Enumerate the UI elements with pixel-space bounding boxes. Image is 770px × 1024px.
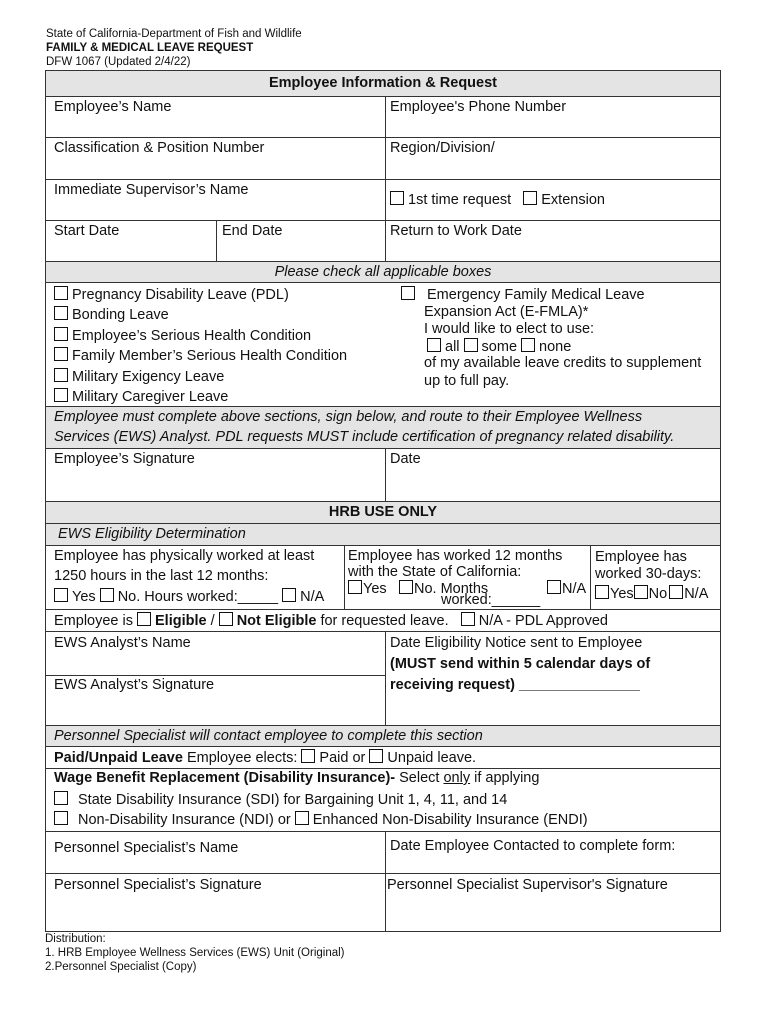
employee-phone-field[interactable]: Employee's Phone Number [390,99,567,115]
unpaid-label: Unpaid leave. [387,750,477,766]
eligibility-row [54,612,608,630]
days-yes-checkbox[interactable] [595,585,609,599]
state-months-label-1: Employee has worked 12 months [348,548,563,564]
state-yes-checkbox[interactable] [348,580,362,594]
state-no-checkbox[interactable] [399,580,413,594]
wage-benefit-row [54,770,539,787]
hrb-use-only-title: HRB USE ONLY [328,504,438,520]
days-worked-label-2: worked 30-days: [595,566,702,582]
days-worked-label-1: Employee has [595,549,687,565]
paid-checkbox[interactable] [301,749,315,763]
none-label: none [539,339,572,355]
leave-option-military-caregiver[interactable] [54,388,228,406]
state-na-checkbox[interactable] [547,580,561,594]
notice-date-input[interactable]: receiving request) _______________ [390,677,640,693]
wage-if-applying-text: if applying [474,770,540,786]
family-health-checkbox[interactable] [54,347,68,361]
ndi-checkbox[interactable] [54,811,68,825]
efmla-credit-options [427,338,571,356]
wage-only-text: only [443,770,471,786]
classification-field[interactable]: Classification & Position Number [54,140,265,156]
efmla-label-2: Expansion Act (E-FMLA)* [424,304,589,320]
employee-health-label: Employee’s Serious Health Condition [72,328,312,344]
section-title-employee-info: Employee Information & Request [268,75,497,91]
sdi-checkbox[interactable] [54,791,68,805]
all-checkbox[interactable] [427,338,441,352]
efmla-checkbox[interactable] [401,286,415,300]
paid-unpaid-label: Paid/Unpaid Leave [54,750,183,766]
pdl-approved-label: N/A - PDL Approved [478,613,608,629]
hours-yes-checkbox[interactable] [54,588,68,602]
state-na-option [547,580,586,598]
personnel-specialist-signature-field[interactable]: Personnel Specialist’s Signature [54,877,262,893]
leave-option-bonding[interactable] [54,306,169,324]
distribution-title: Distribution: [45,933,106,945]
efmla-label-3: I would like to elect to use: [424,321,595,337]
notice-date-label: Date Eligibility Notice sent to Employee [390,635,643,651]
days-na-label: N/A [684,586,709,602]
hours-yes-label: Yes [72,589,96,605]
ews-eligibility-title: EWS Eligibility Determination [58,526,246,542]
first-time-checkbox[interactable] [390,191,404,205]
notice-deadline-label: (MUST send within 5 calendar days of [390,656,651,672]
bonding-checkbox[interactable] [54,306,68,320]
efmla-label-4: of my available leave credits to supplement [424,355,702,371]
ews-analyst-signature-field[interactable]: EWS Analyst’s Signature [54,677,215,693]
hours-na-checkbox[interactable] [282,588,296,602]
hours-worked-options [54,588,324,606]
military-caregiver-label: Military Caregiver Leave [72,389,229,405]
pdl-checkbox[interactable] [54,286,68,300]
eligible-checkbox[interactable] [137,612,151,626]
military-caregiver-checkbox[interactable] [54,388,68,402]
bonding-label: Bonding Leave [72,307,169,323]
hours-no-checkbox[interactable] [100,588,114,602]
leave-option-employee-health[interactable] [54,327,311,345]
state-months-label-2: with the State of California: [348,564,522,580]
distribution-item-2: 2.Personnel Specialist (Copy) [45,961,197,973]
hours-worked-input[interactable]: No. Hours worked:_____ [117,589,279,605]
efmla-label: Emergency Family Medical Leave [427,287,645,303]
request-type [390,191,605,209]
state-yes-label: Yes [363,581,387,597]
leave-request-form [45,70,721,932]
pdl-approved-checkbox[interactable] [461,612,475,626]
unpaid-checkbox[interactable] [369,749,383,763]
hours-worked-label-2: 1250 hours in the last 12 months: [54,568,269,584]
signature-date-field[interactable]: Date [390,451,421,467]
leave-option-pdl[interactable] [54,286,289,304]
supervisor-field[interactable]: Immediate Supervisor’s Name [54,182,249,198]
start-date-field[interactable]: Start Date [54,223,120,239]
extension-checkbox[interactable] [523,191,537,205]
leave-option-military-exigency[interactable] [54,368,224,386]
sdi-option[interactable] [54,791,507,809]
supervisor-signature-field[interactable]: Personnel Specialist Supervisor's Signature [387,877,668,893]
wage-benefit-label: Wage Benefit Replacement (Disability Insurance)- [54,770,396,786]
days-na-checkbox[interactable] [669,585,683,599]
eligibility-prefix: Employee is [54,613,133,629]
paid-unpaid-text: Employee elects: [186,750,298,766]
days-no-label: No [648,586,668,602]
military-exigency-label: Military Exigency Leave [72,369,225,385]
employee-name-field[interactable]: Employee’s Name [54,99,172,115]
form-title: FAMILY & MEDICAL LEAVE REQUEST [46,42,254,54]
ndi-label: Non-Disability Insurance (NDI) or [78,812,291,828]
leave-option-family-health[interactable] [54,347,347,365]
paid-label: Paid or [319,750,366,766]
instruction-line-1: Employee must complete above sections, sign below, and route to their Employee Wellness [54,409,643,425]
ndi-option [54,811,588,829]
wage-select-text: Select [399,770,440,786]
region-field[interactable]: Region/Division/ [390,140,495,156]
state-na-label: N/A [562,581,587,597]
contact-date-field[interactable]: Date Employee Contacted to complete form: [390,838,676,854]
pdl-label: Pregnancy Disability Leave (PDL) [72,287,289,303]
state-months-label: No. Months [414,581,489,597]
employee-health-checkbox[interactable] [54,327,68,341]
sdi-label: State Disability Insurance (SDI) for Bargaining Unit 1, 4, 11, and 14 [78,792,508,808]
efmla-label-5: up to full pay. [424,373,510,389]
personnel-section-title: Personnel Specialist will contact employee to complete this section [54,728,483,744]
eligibility-suffix: for requested leave. [320,613,449,629]
instruction-line-2: Services (EWS) Analyst. PDL requests MUST include certification of pregnancy related disability. [54,429,675,445]
some-checkbox[interactable] [464,338,478,352]
employee-signature-field[interactable]: Employee’s Signature [54,451,195,467]
not-eligible-label: Not Eligible [236,613,317,629]
endi-label: Enhanced Non-Disability Insurance (ENDI) [312,812,588,828]
not-eligible-checkbox[interactable] [219,612,233,626]
return-date-field[interactable]: Return to Work Date [390,223,522,239]
days-worked-options [595,585,708,603]
end-date-field[interactable]: End Date [222,223,283,239]
form-id: DFW 1067 (Updated 2/4/22) [46,56,191,68]
distribution-item-1: 1. HRB Employee Wellness Services (EWS) Unit (Original) [45,947,345,959]
efmla-option[interactable] [401,286,645,304]
eligible-label: Eligible [155,613,207,629]
endi-checkbox[interactable] [295,811,309,825]
hours-worked-label-1: Employee has physically worked at least [54,548,315,564]
extension-label: Extension [541,192,605,208]
first-time-label: 1st time request [408,192,512,208]
state-months-input[interactable]: worked:______ [441,592,541,608]
none-checkbox[interactable] [521,338,535,352]
all-label: all [445,339,460,355]
paid-unpaid-row [54,749,476,767]
check-boxes-title: Please check all applicable boxes [274,264,492,280]
hours-na-label: N/A [300,589,325,605]
days-no-checkbox[interactable] [634,585,648,599]
military-exigency-checkbox[interactable] [54,368,68,382]
days-yes-label: Yes [610,586,634,602]
eligibility-slash: / [210,613,215,629]
some-label: some [481,339,518,355]
ews-analyst-name-field[interactable]: EWS Analyst’s Name [54,635,191,651]
state-yes-option [348,580,387,598]
personnel-specialist-name-field[interactable]: Personnel Specialist’s Name [54,840,239,856]
agency-name: State of California-Department of Fish and Wildlife [46,28,302,40]
family-health-label: Family Member’s Serious Health Condition [72,348,348,364]
